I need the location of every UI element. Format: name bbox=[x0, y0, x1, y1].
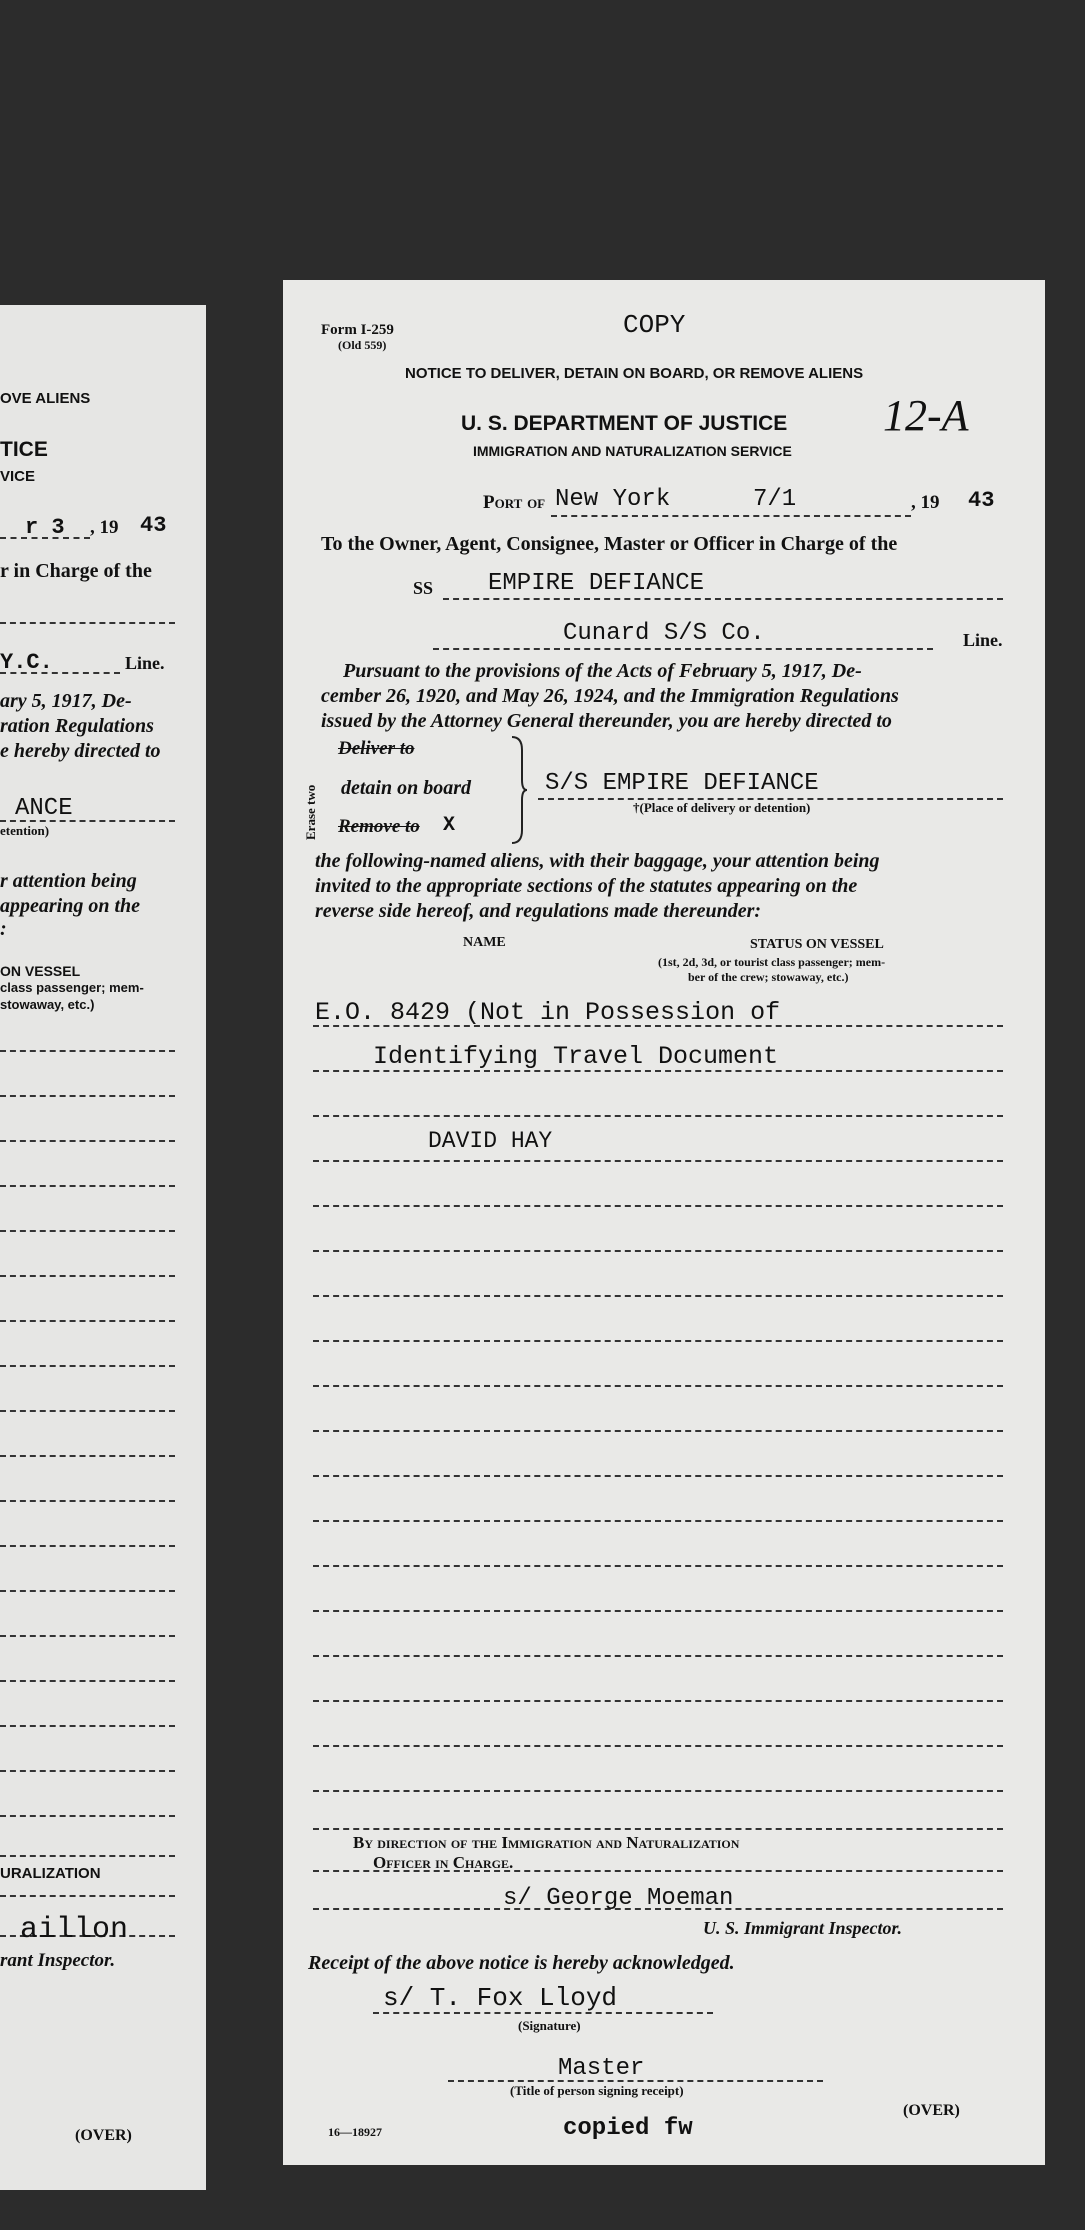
title-caption: (Title of person signing receipt) bbox=[510, 2083, 684, 2098]
left-over-label: (OVER) bbox=[75, 2127, 132, 2144]
pursuant-line3: issued by the Attorney General thereunder, you are hereby directed to bbox=[321, 710, 892, 732]
year-prefix: , 19 bbox=[911, 492, 940, 513]
entry-line3: DAVID HAY bbox=[428, 1128, 553, 1154]
left-naturalization: URALIZATION bbox=[0, 1865, 101, 1882]
line-company: Cunard S/S Co. bbox=[563, 620, 765, 647]
left-year-prefix: , 19 bbox=[90, 517, 119, 538]
place-caption: †(Place of delivery or detention) bbox=[633, 800, 811, 815]
left-inspector-title: rant Inspector. bbox=[0, 1950, 116, 1971]
direction-line2: Officer in Charge. bbox=[373, 1853, 514, 1872]
left-acts-line2: ration Regulations bbox=[0, 715, 154, 737]
column-status: STATUS ON VESSEL bbox=[750, 937, 884, 952]
handwritten-reference: 12-A bbox=[883, 391, 969, 440]
left-status-line2: class passenger; mem- bbox=[0, 980, 144, 995]
left-date-fragment: r 3 bbox=[25, 515, 65, 540]
direction-line1: By direction of the Immigration and Naturalization bbox=[353, 1833, 740, 1852]
service-title: IMMIGRATION AND NATURALIZATION SERVICE bbox=[473, 443, 792, 459]
to-line: To the Owner, Agent, Consignee, Master or Officer in Charge of the bbox=[321, 533, 898, 555]
entry-line2: Identifying Travel Document bbox=[373, 1042, 779, 1071]
inspector-title: U. S. Immigrant Inspector. bbox=[703, 1918, 903, 1938]
column-name: NAME bbox=[463, 935, 506, 950]
ship-name: EMPIRE DEFIANCE bbox=[488, 570, 705, 597]
left-agency-line1: TICE bbox=[0, 438, 48, 461]
date-value: 7/1 bbox=[753, 486, 797, 513]
left-partial-document bbox=[0, 305, 206, 2190]
left-colon: : bbox=[0, 918, 7, 940]
pursuant-line2: cember 26, 1920, and May 26, 1924, and the Immigration Regulations bbox=[321, 685, 899, 707]
left-inspector-signature: aillon bbox=[20, 1913, 129, 1947]
option-x-mark: X bbox=[443, 814, 456, 837]
left-line-fragment: Y.C. bbox=[0, 650, 53, 675]
port-value: New York bbox=[555, 486, 671, 513]
following-line1: the following-named aliens, with their baggage, your attention being bbox=[315, 850, 880, 872]
place-value: S/S EMPIRE DEFIANCE bbox=[545, 770, 819, 797]
left-status-line3: stowaway, etc.) bbox=[0, 997, 95, 1012]
option-remove: Remove to bbox=[338, 816, 420, 837]
ss-label: SS bbox=[413, 578, 434, 598]
left-agency-line2: VICE bbox=[0, 468, 36, 485]
left-header: OVE ALIENS bbox=[0, 390, 91, 407]
copied-note: copied fw bbox=[563, 2115, 693, 2142]
following-line3: reverse side hereof, and regulations made thereunder: bbox=[315, 900, 762, 922]
master-title: Master bbox=[558, 2055, 645, 2082]
left-detention-caption: etention) bbox=[0, 823, 50, 838]
over-label: (OVER) bbox=[903, 2102, 960, 2119]
year-value: 43 bbox=[968, 488, 995, 513]
erase-two-label: Erase two bbox=[303, 784, 318, 840]
column-status-note1: (1st, 2d, 3d, or tourist class passenger; mem- bbox=[658, 955, 886, 969]
entry-line1: E.O. 8429 (Not in Possession of bbox=[315, 998, 781, 1027]
column-status-note2: ber of the crew; stowaway, etc.) bbox=[688, 970, 849, 984]
option-detain: detain on board bbox=[341, 777, 472, 799]
left-status-line1: ON VESSEL bbox=[0, 963, 81, 979]
receipt-signature: s/ T. Fox Lloyd bbox=[383, 1983, 618, 2013]
notice-form-card bbox=[283, 280, 1045, 2165]
following-line2: invited to the appropriate sections of the statutes appearing on the bbox=[315, 875, 858, 897]
department-title: U. S. DEPARTMENT OF JUSTICE bbox=[461, 412, 788, 435]
form-number: Form I-259 bbox=[321, 322, 394, 338]
option-deliver: Deliver to bbox=[338, 738, 415, 759]
form-old-number: (Old 559) bbox=[338, 338, 387, 352]
left-attention-line1: r attention being bbox=[0, 870, 137, 892]
left-acts-line1: ary 5, 1917, De- bbox=[0, 690, 132, 712]
receipt-statement: Receipt of the above notice is hereby acknowledged. bbox=[308, 1952, 735, 1974]
left-acts-line3: e hereby directed to bbox=[0, 740, 161, 762]
print-code: 16—18927 bbox=[328, 2125, 382, 2139]
notice-title: NOTICE TO DELIVER, DETAIN ON BOARD, OR REMOVE ALIENS bbox=[405, 365, 864, 382]
options-brace bbox=[508, 735, 528, 845]
line-label: Line. bbox=[963, 630, 1003, 650]
left-attention-line2: appearing on the bbox=[0, 895, 141, 917]
left-line-label: Line. bbox=[125, 653, 165, 673]
pursuant-line1: Pursuant to the provisions of the Acts of February 5, 1917, De- bbox=[343, 660, 862, 682]
inspector-signature: s/ George Moeman bbox=[503, 1885, 734, 1912]
left-charge-line: r in Charge of the bbox=[0, 560, 152, 582]
port-label: Port of bbox=[483, 492, 546, 513]
left-vessel-fragment: ANCE bbox=[15, 795, 73, 822]
signature-caption: (Signature) bbox=[518, 2018, 581, 2033]
left-year-digits: 43 bbox=[140, 513, 167, 538]
copy-stamp: COPY bbox=[623, 310, 686, 340]
